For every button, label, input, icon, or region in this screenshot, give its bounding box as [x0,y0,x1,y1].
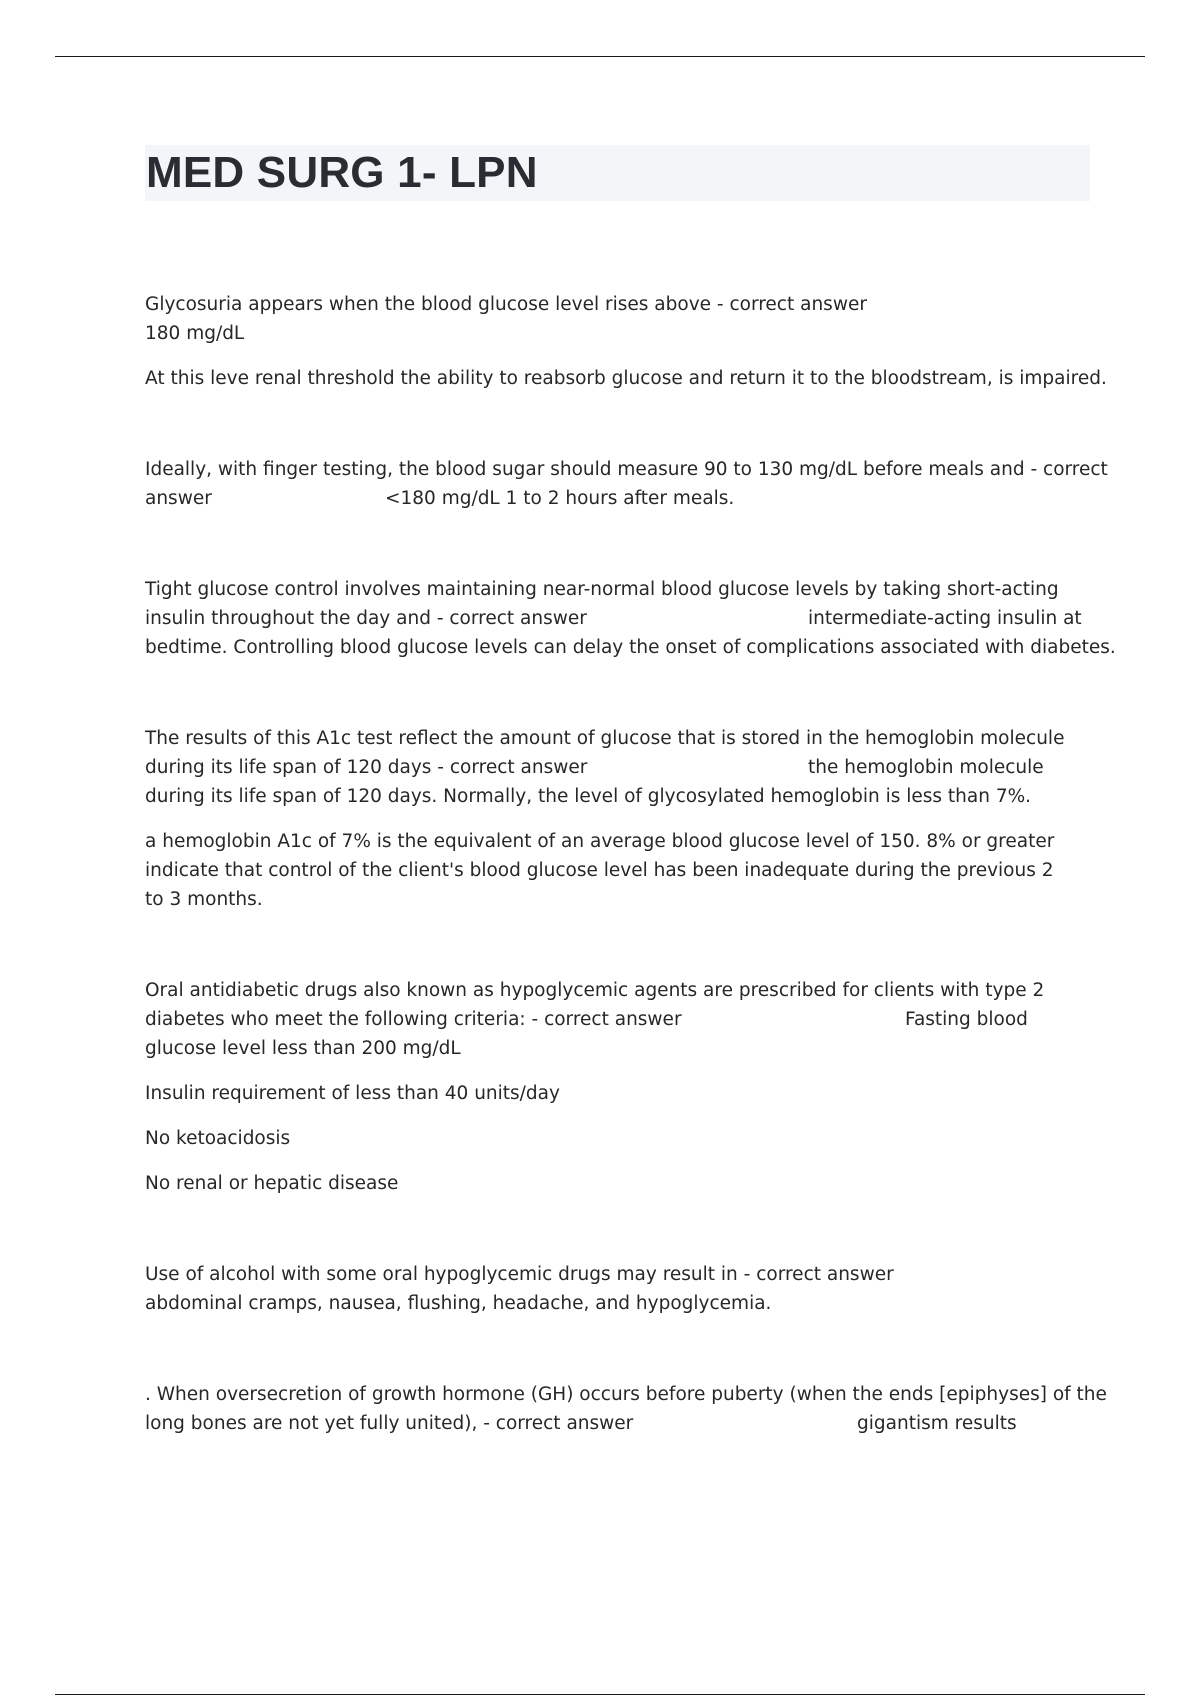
qa-block-a1c [145,724,1090,914]
answer-text: Fasting blood [905,1009,1028,1030]
question-tail: long bones are not yet fully united), - correct answer [145,1413,634,1434]
answer-continued: during its life span of 120 days. Normally, the level of glycosylated hemoglobin is less than 7%. [145,786,1032,807]
qa-block-glycosuria [145,290,1107,393]
answer-text: intermediate-acting insulin at [808,608,1082,629]
question-text: Glycosuria appears when the blood glucose level rises above - correct answer [145,294,867,315]
answer-continued: bedtime. Controlling blood glucose levels can delay the onset of complications associated with diabetes. [145,637,1116,658]
question-text: Ideally, with finger testing, the blood sugar should measure 90 to 130 mg/dL before meals and - correct [145,459,1108,480]
question-text: Tight glucose control involves maintaining near-normal blood glucose levels by taking short-acting [145,579,1059,600]
question-tail: insulin throughout the day and - correct answer [145,608,587,629]
question-tail: during its life span of 120 days - correct answer [145,757,588,778]
qa-block-alcohol [145,1260,1090,1318]
question-continued [145,1409,1090,1438]
question-tail: diabetes who meet the following criteria: - correct answer [145,1009,682,1030]
criteria-item: Insulin requirement of less than 40 units/day [145,1083,560,1104]
note-text: At this leve renal threshold the ability to reabsorb glucose and return it to the bloodstream, is impaired. [145,368,1107,389]
question-tail: answer [145,488,212,509]
question-text: Oral antidiabetic drugs also known as hypoglycemic agents are prescribed for clients with type 2 [145,980,1045,1001]
qa-block-oral-antidiabetic [145,976,1090,1198]
answer-text: <180 mg/dL 1 to 2 hours after meals. [385,488,735,509]
question-continued [145,1005,1090,1034]
criteria-item: No ketoacidosis [145,1128,291,1149]
answer-text: gigantism results [857,1413,1017,1434]
page-title: MED SURG 1- LPN [146,148,538,197]
question-text: The results of this A1c test reflect the amount of glucose that is stored in the hemoglobin molecule [145,728,1065,749]
note-text: a hemoglobin A1c of 7% is the equivalent of an average blood glucose level of 150. 8% or greater indicate that control of the client's blood glucose level has been inadequate during the previous 2 to 3 months. [145,831,1055,910]
criteria-item: No renal or hepatic disease [145,1173,399,1194]
answer-text: abdominal cramps, nausea, flushing, headache, and hypoglycemia. [145,1293,772,1314]
bottom-rule [55,1694,1145,1695]
answer-text: 180 mg/dL [145,323,245,344]
question-text: Use of alcohol with some oral hypoglycemic drugs may result in - correct answer [145,1264,894,1285]
qa-block-growth-hormone [145,1380,1107,1438]
question-text: . When oversecretion of growth hormone (GH) occurs before puberty (when the ends [epiphyses] of the [145,1384,1107,1405]
qa-block-finger-testing [145,455,1108,513]
question-continued [145,604,1090,633]
answer-continued: glucose level less than 200 mg/dL [145,1038,461,1059]
question-continued [145,484,1090,513]
qa-block-tight-glucose [145,575,1116,662]
answer-text: the hemoglobin molecule [808,757,1044,778]
document-body [145,290,1116,1438]
question-continued [145,753,1090,782]
top-rule [55,56,1145,57]
